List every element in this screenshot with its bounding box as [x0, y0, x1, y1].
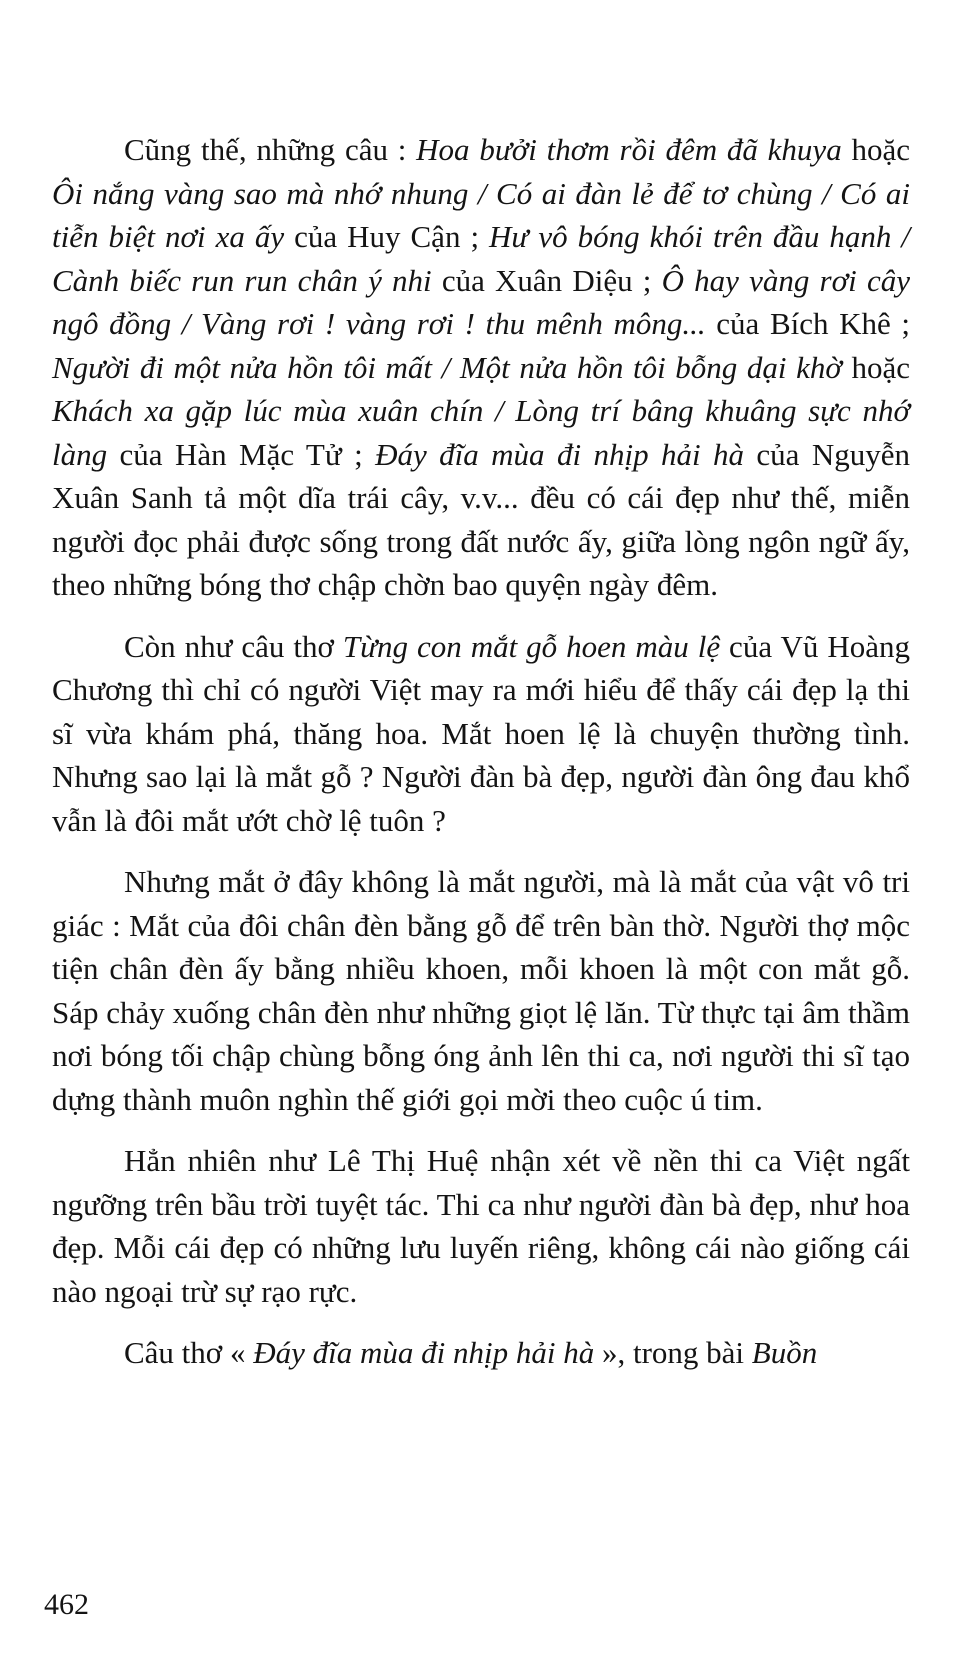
paragraph-4: [52, 1139, 910, 1313]
paragraph-1: [52, 128, 910, 607]
italic-quote: Từng con mắt gỗ hoen màu lệ: [342, 628, 721, 664]
text-run: của Bích Khê ;: [705, 306, 910, 341]
italic-quote: Ôi nắng vàng sao mà nhớ nhung / Có ai đàn lẻ để tơ chùng / Có ai tiễn biệt nơi xa ấy: [52, 175, 910, 254]
paragraph-5: [52, 1331, 910, 1375]
text-run: của Xuân Diệu ;: [431, 262, 662, 298]
text-run: của Nguyễn Xuân Sanh tả một dĩa trái cây, v.v... đều có cái đẹp như thế, miễn người đọc phải được sống trong đất nước ấy, giữa lòng ngôn ngữ ấy, theo những bóng thơ chập chờn bao quyện ngày đêm.: [52, 436, 910, 602]
text-run: Câu thơ «: [124, 1335, 254, 1370]
page-number: 462: [44, 1588, 89, 1621]
text-run: hoặc: [841, 349, 910, 385]
italic-quote: Ô hay vàng rơi cây ngô đồng / Vàng rơi ! vàng rơi ! thu mênh mông...: [52, 262, 910, 341]
italic-quote: Hư vô bóng khói trên đầu hạnh / Cành biếc run run chân ý nhi: [52, 219, 910, 298]
text-run: của Vũ Hoàng Chương thì chỉ có người Việt may ra mới hiểu để thấy cái đẹp lạ thi sĩ vừa khám phá, thăng hoa. Mắt hoen lệ là chuyện thường tình. Nhưng sao lại là mắt gỗ ? Người đàn bà đẹp, người đàn ông đau khổ vẫn là đôi mắt ướt chờ lệ tuôn ?: [52, 628, 910, 838]
italic-quote: Đáy đĩa mùa đi nhịp hải hà: [375, 436, 745, 472]
page-body: [52, 128, 910, 1375]
paragraph-3: [52, 860, 910, 1121]
italic-quote: Đáy đĩa mùa đi nhịp hải hà: [253, 1335, 595, 1370]
italic-quote: Khách xa gặp lúc mùa xuân chín / Lòng trí bâng khuâng sực nhớ làng: [52, 393, 910, 472]
text-run: Còn như câu thơ: [124, 628, 343, 664]
italic-quote: Hoa bưởi thơm rồi đêm đã khuya: [416, 132, 842, 167]
paragraph-2: [52, 625, 910, 843]
text-run: Hẳn nhiên như Lê Thị Huệ nhận xét về nền thi ca Việt ngất ngưỡng trên bầu trời tuyệt tác. Thi ca như người đàn bà đẹp, như hoa đẹp. Mỗi cái đẹp có những lưu luyến riêng, không cái nào giống cái nào ngoại trừ sự rạo rực.: [52, 1143, 910, 1309]
italic-quote: Buồn: [751, 1335, 818, 1370]
text-run: của Huy Cận ;: [284, 219, 490, 254]
text-run: Cũng thế, những câu :: [124, 132, 417, 167]
text-run: Nhưng mắt ở đây không là mắt người, mà là mắt của vật vô tri giác : Mắt của đôi chân đèn bằng gỗ để trên bàn thờ. Người thợ mộc tiện chân đèn ấy bằng nhiều khoen, mỗi khoen là một con mắt gỗ. Sáp chảy xuống chân đèn như những giọt lệ lăn. Từ thực tại âm thầm nơi bóng tối chập chùng bỗng óng ảnh lên thi ca, nơi người thi sĩ tạo dựng thành muôn nghìn thế giới gọi mời theo cuộc ú tim.: [52, 864, 910, 1117]
text-run: của Hàn Mặc Tử ;: [107, 436, 376, 472]
italic-quote: Người đi một nửa hồn tôi mất / Một nửa hồn tôi bỗng dại khờ: [52, 349, 842, 385]
text-run: hoặc: [841, 132, 911, 167]
text-run: », trong bài: [594, 1335, 752, 1370]
